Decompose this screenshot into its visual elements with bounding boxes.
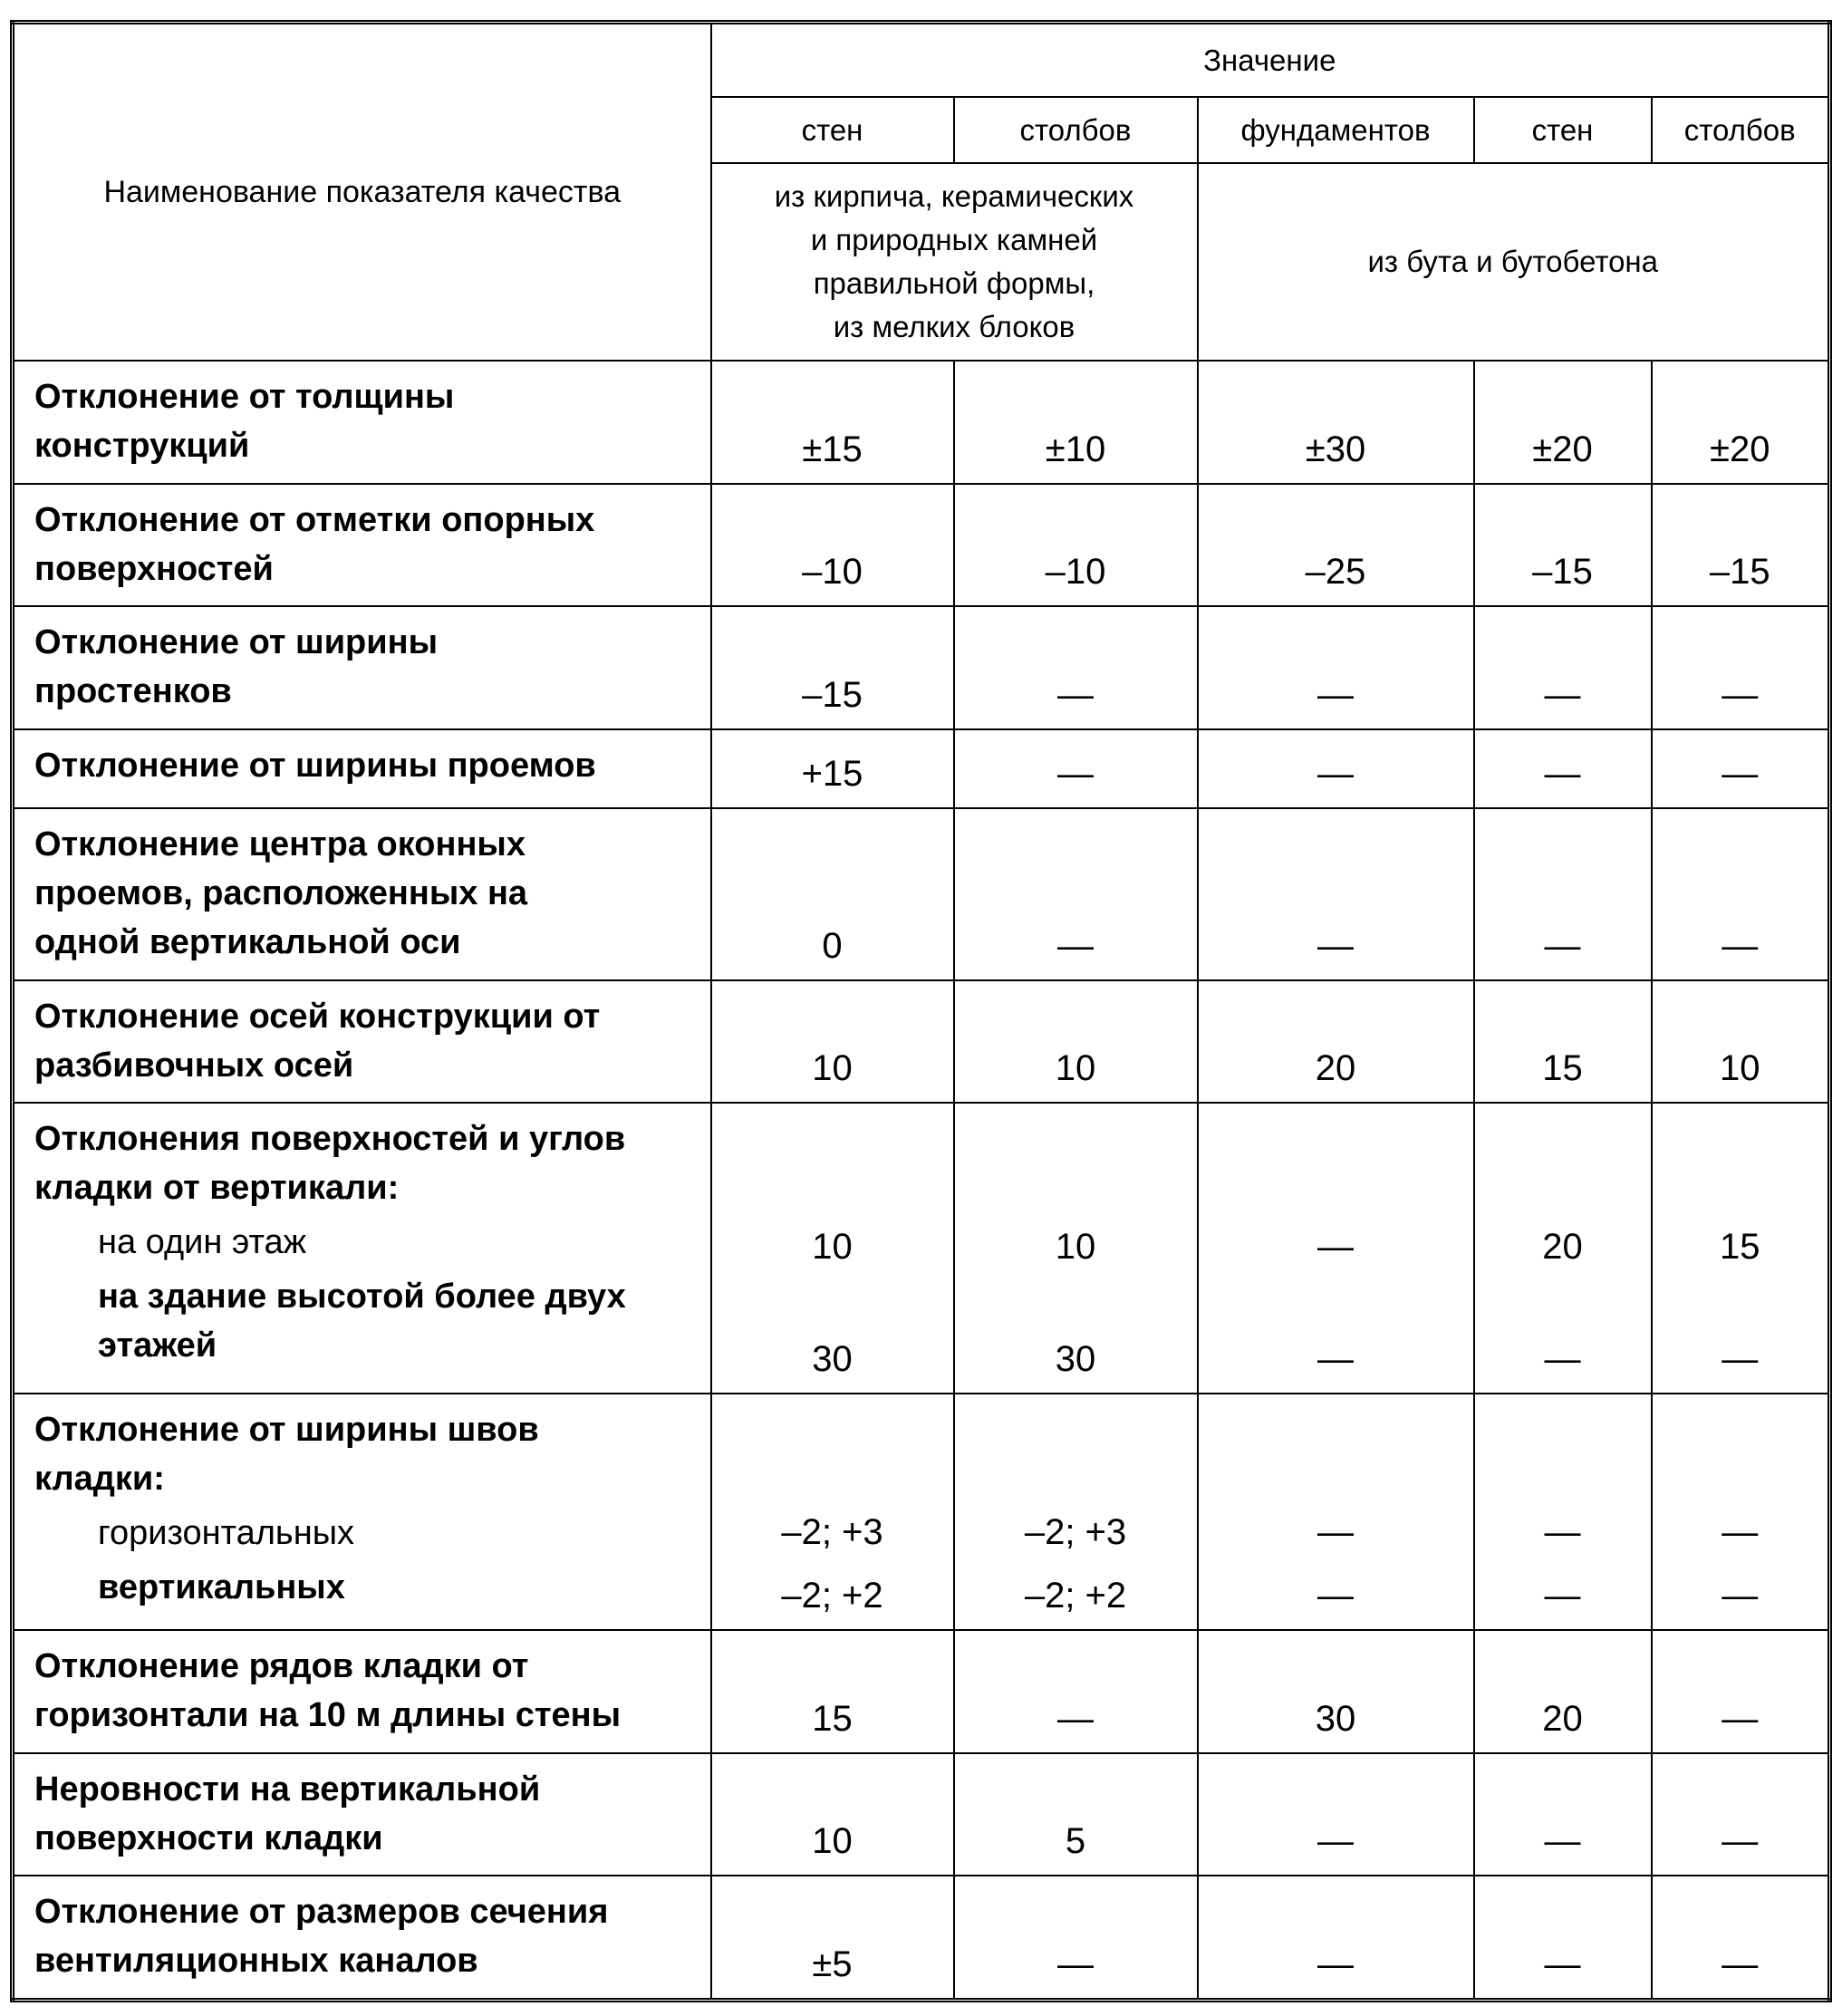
sub-label: на здание высотой более двух: [98, 1278, 626, 1317]
group-rubble: из бута и бутобетона: [1198, 163, 1830, 361]
value-cell: –15: [711, 606, 954, 728]
value-cell: —: [1198, 729, 1474, 808]
value-cell: [711, 1103, 954, 1394]
value-cell: ±10: [954, 361, 1198, 483]
param-name: [13, 808, 711, 980]
value-cell: ±20: [1652, 361, 1830, 483]
sub-value: —: [1317, 1512, 1354, 1553]
sub-label: этажей: [98, 1326, 217, 1365]
param-name-line: Отклонения поверхностей и углов: [34, 1120, 626, 1159]
value-cell: 10: [711, 1753, 954, 1876]
value-cell: [1652, 1103, 1830, 1394]
sub-value: 30: [812, 1339, 853, 1380]
table-row: [13, 606, 1830, 728]
group-brick-line: и природных камней: [810, 223, 1098, 257]
value-cell: —: [1474, 1876, 1652, 2001]
col-header-pillars-brick: столбов: [954, 97, 1198, 163]
sub-value: 10: [1055, 1227, 1096, 1268]
value-cell: [1474, 1103, 1652, 1394]
param-name-line: вентиляционных каналов: [34, 1941, 478, 1980]
value-cell: –15: [1652, 484, 1830, 606]
header-name: Наименование показателя качества: [103, 175, 622, 210]
col-header-walls-rubble: стен: [1474, 97, 1652, 163]
value-cell: [954, 1103, 1198, 1394]
table-row: [13, 1394, 1830, 1630]
value-cell: —: [1198, 808, 1474, 980]
sub-label: вертикальных: [98, 1568, 345, 1607]
param-name-line: Отклонение осей конструкции от: [34, 997, 601, 1036]
param-name-line: простенков: [34, 672, 232, 711]
group-brick-line: из кирпича, керамических: [774, 179, 1134, 214]
param-name-line: Неровности на вертикальной: [34, 1770, 541, 1809]
value-cell: 10: [711, 980, 954, 1103]
col-header-foundations: фундаментов: [1198, 97, 1474, 163]
sub-value: 10: [812, 1227, 853, 1268]
param-name-line: Отклонение от отметки опорных: [34, 500, 595, 539]
value-cell: [1198, 1394, 1474, 1630]
sub-value: –2; +2: [781, 1576, 883, 1616]
param-name-line: поверхности кладки: [34, 1818, 383, 1857]
value-cell: 10: [1652, 980, 1830, 1103]
param-name: [13, 361, 711, 483]
value-cell: 30: [1198, 1630, 1474, 1752]
group-brick: [711, 163, 1198, 361]
value-cell: 5: [954, 1753, 1198, 1876]
value-cell: —: [954, 808, 1198, 980]
value-cell: +15: [711, 729, 954, 808]
table-row: [13, 1630, 1830, 1752]
value-cell: —: [1474, 808, 1652, 980]
header-value-cell: [711, 23, 1830, 98]
param-name: [13, 1394, 711, 1630]
value-cell: ±30: [1198, 361, 1474, 483]
value-cell: —: [1652, 808, 1830, 980]
value-cell: 20: [1474, 1630, 1652, 1752]
col-header-walls-brick: стен: [711, 97, 954, 163]
param-name-line: Отклонение от ширины проемов: [34, 746, 596, 785]
value-cell: —: [1652, 1876, 1830, 2001]
value-cell: —: [1474, 1753, 1652, 1876]
value-cell: –25: [1198, 484, 1474, 606]
param-name: [13, 606, 711, 728]
value-cell: —: [1198, 606, 1474, 728]
sub-value: —: [1544, 1339, 1581, 1380]
param-name: [13, 1753, 711, 1876]
sub-value: —: [1721, 1339, 1759, 1380]
table-row: [13, 980, 1830, 1103]
value-cell: —: [1652, 606, 1830, 728]
group-brick-line: правильной формы,: [813, 266, 1095, 301]
col-header-pillars-rubble: столбов: [1652, 97, 1830, 163]
value-cell: —: [1474, 729, 1652, 808]
value-cell: [711, 1394, 954, 1630]
param-name-line: кладки от вертикали:: [34, 1169, 400, 1208]
param-name: [13, 1630, 711, 1752]
param-name: [13, 980, 711, 1103]
tolerance-table: [10, 20, 1832, 2002]
param-name-line: проемов, расположенных на: [34, 873, 528, 912]
value-cell: ±5: [711, 1876, 954, 2001]
value-cell: –10: [954, 484, 1198, 606]
param-name-line: разбивочных осей: [34, 1046, 354, 1085]
value-cell: 10: [954, 980, 1198, 1103]
sub-value: —: [1544, 1576, 1581, 1616]
param-name: [13, 729, 711, 808]
value-cell: ±20: [1474, 361, 1652, 483]
value-cell: [1474, 1394, 1652, 1630]
value-cell: 15: [1474, 980, 1652, 1103]
sub-value: –2; +3: [1024, 1512, 1127, 1553]
value-cell: [1652, 1394, 1830, 1630]
table-row: [13, 808, 1830, 980]
param-name-line: горизонтали на 10 м длины стены: [34, 1696, 622, 1735]
value-cell: —: [954, 1876, 1198, 2001]
sub-value: —: [1317, 1339, 1354, 1380]
value-cell: –15: [1474, 484, 1652, 606]
table-row: [13, 1753, 1830, 1876]
sub-value: 15: [1720, 1227, 1760, 1268]
value-cell: 15: [711, 1630, 954, 1752]
value-cell: —: [1652, 1630, 1830, 1752]
value-cell: [1198, 1103, 1474, 1394]
header-value: Значение: [1203, 43, 1336, 77]
param-name-line: Отклонение от размеров сечения: [34, 1892, 609, 1931]
param-name-line: кладки:: [34, 1460, 165, 1499]
param-name-line: Отклонение от ширины швов: [34, 1411, 539, 1450]
param-name-line: Отклонение центра оконных: [34, 825, 526, 863]
param-name-line: Отклонение рядов кладки от: [34, 1647, 529, 1686]
param-name: [13, 1876, 711, 2001]
value-cell: —: [954, 606, 1198, 728]
param-name-line: Отклонение от толщины: [34, 378, 455, 417]
value-cell: —: [1198, 1876, 1474, 2001]
param-name-line: Отклонение от ширины: [34, 623, 439, 662]
table-row: [13, 361, 1830, 483]
value-cell: –10: [711, 484, 954, 606]
sub-value: –2; +3: [781, 1512, 883, 1553]
header-name-cell: [13, 23, 711, 362]
group-brick-line: из мелких блоков: [833, 310, 1075, 344]
param-name: [13, 1103, 711, 1394]
value-cell: —: [1652, 729, 1830, 808]
sub-value: 30: [1055, 1339, 1096, 1380]
param-name-line: поверхностей: [34, 549, 274, 588]
value-cell: ±15: [711, 361, 954, 483]
sub-value: —: [1317, 1227, 1354, 1268]
sub-value: —: [1721, 1576, 1759, 1616]
sub-value: —: [1544, 1512, 1581, 1553]
table-row: [13, 484, 1830, 606]
value-cell: [954, 1394, 1198, 1630]
sub-value: 20: [1542, 1227, 1583, 1268]
param-name-line: одной вертикальной оси: [34, 922, 461, 961]
value-cell: —: [1198, 1753, 1474, 1876]
sub-value: –2; +2: [1024, 1576, 1127, 1616]
value-cell: 20: [1198, 980, 1474, 1103]
value-cell: —: [954, 1630, 1198, 1752]
param-name-line: конструкций: [34, 427, 250, 466]
sub-value: —: [1317, 1576, 1354, 1616]
sub-value: —: [1721, 1512, 1759, 1553]
table-row: [13, 1876, 1830, 2001]
sub-label: горизонтальных: [98, 1514, 355, 1553]
sub-label: на один этаж: [98, 1223, 307, 1262]
value-cell: —: [954, 729, 1198, 808]
value-cell: —: [1652, 1753, 1830, 1876]
value-cell: 0: [711, 808, 954, 980]
value-cell: —: [1474, 606, 1652, 728]
table-row: [13, 729, 1830, 808]
table-row: [13, 1103, 1830, 1394]
param-name: [13, 484, 711, 606]
